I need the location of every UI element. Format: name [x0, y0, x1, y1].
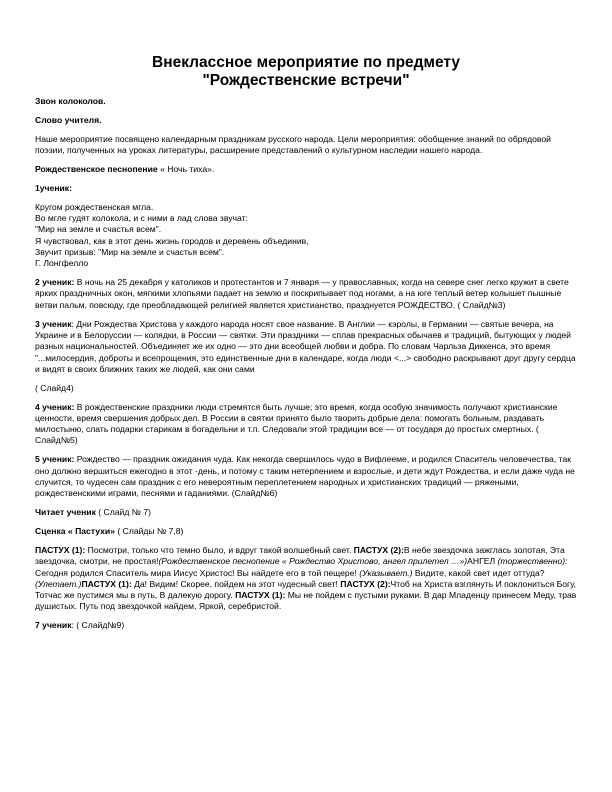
dialogue-text: Да! Видим! Скорее, пойдем на этот чудесный свет!: [131, 578, 341, 589]
document-title-line-1: Внеклассное мероприятие по предмету: [152, 54, 460, 71]
poem-line: Во мгле гудят колокола, и с ними в лад слова звучат:: [35, 213, 248, 224]
scene-dialogue: [35, 545, 581, 613]
song-label: Рождественское песнопение: [35, 163, 158, 174]
stage-direction: (торжественно):: [497, 556, 568, 567]
student-2-text: В ночь на 25 декабря у католиков и протестантов и 7 января — у православных, когда на севере снег легко кружит в свете ярких праздничных окон, мягкими хлопьями падает на землю и поскрипывает под ногами, а на юге теплый ветер колышет пышные ветви пальм, повсюду, где преобладающей религией является христианство, празднуется РОЖДЕСТВО. ( Слайд№3): [35, 277, 569, 310]
paragraph-reads-student: [35, 507, 581, 518]
speaker-shepherd-1: ПАСТУХ (1):: [81, 578, 132, 589]
speaker-shepherd-1: ПАСТУХ (1):: [235, 590, 286, 601]
paragraph-student-7: [35, 620, 581, 631]
speaker-shepherd-2: ПАСТУХ (2):: [340, 578, 391, 589]
paragraph-student-2: [35, 277, 581, 311]
heading-bells: Звон колоколов.: [35, 96, 106, 106]
student-4-label: 4 ученик:: [35, 401, 75, 412]
student-3-label: 3 ученик: [35, 318, 72, 329]
student-3-text: : Дни Рождества Христова у каждого народа носят свое название. В Англии — кэролы, в Германии — святые вечера, на Украине и в Белоруссии — колядки, в России — святки. Эти праздники — сплав прекрасных обычаев и традиций, бытующих у людей разных национальностей. Объединяет же их одно — это дни всеобщей любви и добра. По словам Чарльза Диккенса, это время "...милосердия, доброты и всепрощения, это единственные дни в календаре, когда люди <...> свободно раскрывают друг другу сердца и видят в своих ближних таких же людей, как они сами: [35, 318, 576, 374]
poem-line: Я чувствовал, как в этот день жизнь городов и деревень объединив,: [35, 235, 309, 246]
poem-line: Звучит призыв: "Мир на земле и счастья всем".: [35, 246, 225, 257]
reads-student-label: Читает ученик: [35, 507, 96, 518]
stage-direction: (Улетает.): [35, 578, 82, 589]
dialogue-text: Видите, какой свет идет оттуда?: [412, 567, 545, 578]
poem: [35, 202, 581, 270]
student-2-label: 2 ученик:: [35, 277, 75, 288]
speaker-shepherd-2: ПАСТУХ (2):: [353, 544, 404, 555]
speaker-angel: АНГЕЛ: [467, 556, 498, 567]
intro-paragraph: Наше мероприятие посвящено календарным праздникам русского народа. Цели мероприятия: обобщение знаний по обрядовой поэзии, полученных на уроках литературы, расширение представлений о культурном наследии нашего народа.: [35, 133, 551, 156]
student-7-slide: : ( Слайд№9): [71, 620, 125, 631]
reads-student-slide: ( Слайд № 7): [95, 507, 151, 518]
poem-author: Г. Лонгфелло: [35, 258, 89, 269]
dialogue-text: Посмотри, только что темно было, и вдруг такой волшебный свет.: [85, 544, 354, 555]
slide-4-note: ( Слайд4): [35, 382, 74, 393]
poem-line: "Мир на земле и счастья всем".: [35, 224, 162, 235]
dialogue-text: Сегодня родился Спаситель мира Иисус Христос! Вы найдете его в той пещере!: [35, 567, 360, 578]
paragraph-scene-heading: [35, 526, 581, 537]
scene-slides: ( Слайды № 7,8): [114, 526, 184, 537]
speaker-shepherd-1: ПАСТУХ (1):: [35, 544, 86, 555]
student-1-heading: 1ученик:: [35, 182, 72, 193]
paragraph-student-5: [35, 454, 581, 499]
document-title-line-2: "Рождественские встречи": [202, 72, 410, 89]
dialogue-text: Чтоб на Христа взглянуть И поклониться Богу, Тотчас же пустимся мы в путь, В далекую дорогу.: [35, 578, 577, 601]
student-5-label: 5 ученик:: [35, 454, 75, 465]
stage-direction: (Рождественское песнопение « Рождество Христово, ангел прилетел …»): [158, 556, 468, 567]
dialogue-text: В небе звездочка зажглась золотая, Эта звездочка, смотри, не простая!: [35, 544, 565, 567]
paragraph-student-4: [35, 402, 581, 447]
heading-teacher-word: Слово учителя.: [35, 114, 102, 125]
student-7-label: 7 ученик: [35, 620, 72, 631]
stage-direction: (Указывает.): [359, 567, 413, 578]
scene-title: Сценка « Пастухи»: [35, 526, 115, 537]
paragraph-student-3: [35, 319, 581, 375]
student-4-text: В рождественские праздники люди стремятся быть лучше; это время, когда особую значимость получают христианские ценности, время свершения добрых дел. В России в святки принято было творить добрые дела: помогать больным, раздавать милостыню, слать подарки старикам в богадельни и т.п. Следовали этой традиции все — от государя до простых смертных. ( Слайд№5): [35, 401, 558, 446]
document-body: [35, 96, 581, 639]
student-5-text: Рождество — праздник ожидания чуда. Как некогда свершилось чудо в Вифлееме, и родился Спаситель человечества, так оно должно вершиться ежегодно в этот -день, и потому с таким нетерпением и взрослые, и дети ждут Рождества, и если даже чуда не случится, то чудесен сам праздник с его невероятным переплетением народных и христианских традиций — ряжеными, рождественскими играми, песнями и гаданиями. (Слайд№6): [35, 454, 575, 499]
song-title: « Ночь тиха».: [157, 163, 215, 174]
poem-line: Кругом рождественская мгла.: [35, 201, 154, 212]
dialogue-text: Мы не пойдем с пустыми руками. В дар Младенцу принесем Меду, трав душистых. Путь под звездочкой найдем, Яркой, серебристой.: [35, 590, 577, 612]
paragraph-song: [35, 164, 581, 175]
